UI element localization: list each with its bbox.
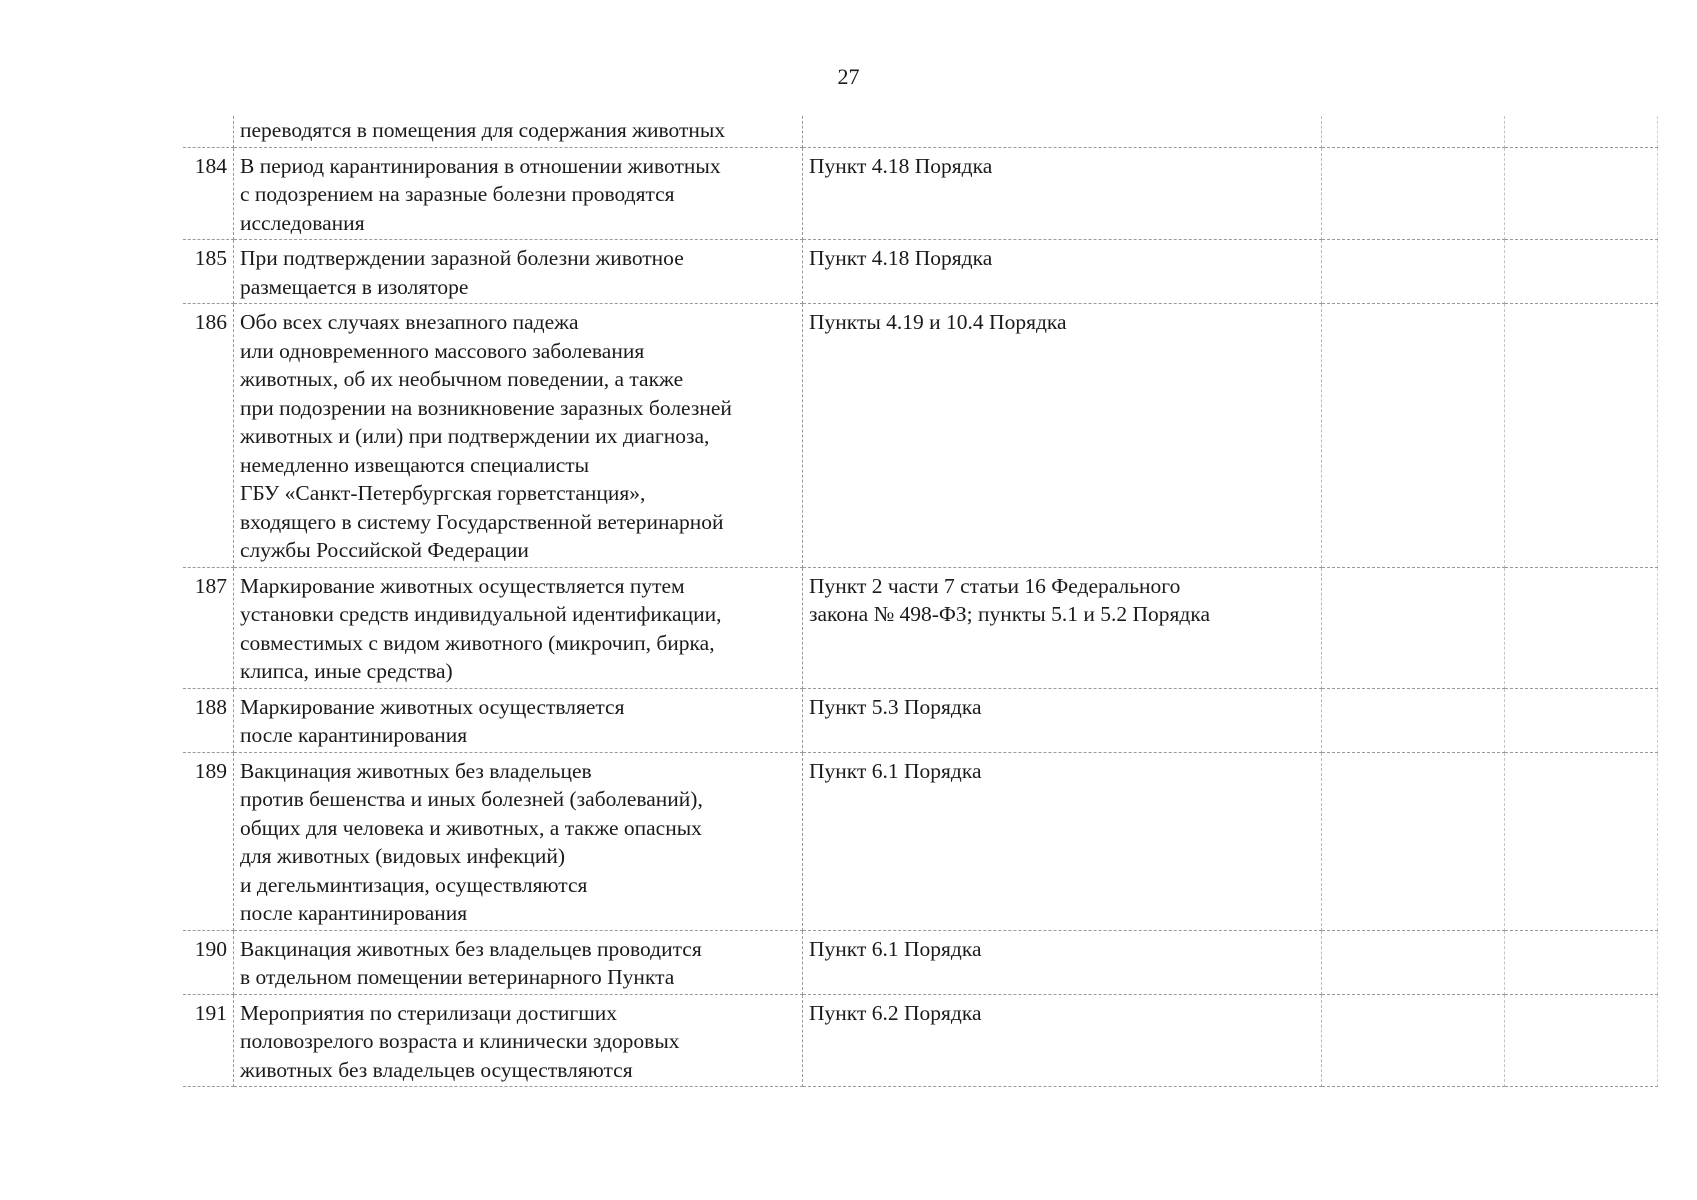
reference-cell — [803, 304, 1322, 568]
requirements-table — [183, 116, 1658, 1087]
empty-cell — [1505, 567, 1658, 688]
empty-cell — [1322, 752, 1505, 930]
table-row — [183, 688, 1658, 752]
requirement-cell — [234, 240, 803, 304]
requirement-line: ГБУ «Санкт-Петербургская горветстанция», — [240, 481, 646, 505]
requirement-cell — [234, 147, 803, 240]
requirement-line: немедленно извещаются специалисты — [240, 452, 590, 477]
empty-cell — [1505, 994, 1658, 1087]
requirement-line: При подтверждении заразной болезни животное — [240, 246, 684, 270]
reference-line: Пункт 2 части 7 статьи 16 Федерального — [809, 573, 1181, 598]
empty-cell — [1505, 688, 1658, 752]
reference-cell — [803, 994, 1322, 1087]
empty-cell — [1322, 240, 1505, 304]
requirement-line: Мероприятия по стерилизаци достигших — [240, 1000, 618, 1025]
requirement-line: или одновременного массового заболевания — [240, 338, 645, 363]
requirement-line: и дегельминтизация, осуществляются — [240, 872, 588, 897]
requirement-line: Обо всех случаях внезапного падежа — [240, 310, 579, 334]
table-row — [183, 304, 1658, 568]
requirement-line: против бешенства и иных болезней (заболеваний), — [240, 787, 703, 811]
empty-cell — [1505, 147, 1658, 240]
requirement-cell — [234, 688, 803, 752]
requirement-line: входящего в систему Государственной ветеринарной — [240, 509, 724, 534]
table-row — [183, 116, 1658, 147]
requirement-line: клипса, иные средства) — [240, 659, 453, 683]
reference-cell — [803, 116, 1322, 147]
reference-line: закона № 498-ФЗ; пункты 5.1 и 5.2 Порядка — [809, 602, 1211, 626]
reference-line: Пункт 6.2 Порядка — [809, 1000, 982, 1025]
reference-cell — [803, 688, 1322, 752]
table-row — [183, 930, 1658, 994]
empty-cell — [1322, 116, 1505, 147]
requirement-line: общих для человека и животных, а также опасных — [240, 815, 702, 840]
empty-cell — [1322, 994, 1505, 1087]
requirement-line: при подозрении на возникновение заразных болезней — [240, 395, 732, 420]
empty-cell — [1322, 147, 1505, 240]
requirement-cell — [234, 116, 803, 147]
empty-cell — [1322, 567, 1505, 688]
row-number: 189 — [183, 752, 234, 930]
row-number — [183, 116, 234, 147]
reference-line: Пункт 5.3 Порядка — [809, 694, 982, 719]
reference-cell — [803, 147, 1322, 240]
requirement-line: Вакцинация животных без владельцев проводится — [240, 936, 702, 961]
empty-cell — [1322, 930, 1505, 994]
empty-cell — [1505, 752, 1658, 930]
requirement-line: службы Российской Федерации — [240, 538, 529, 562]
requirement-line: для животных (видовых инфекций) — [240, 844, 566, 868]
requirement-line: совместимых с видом животного (микрочип, бирка, — [240, 630, 715, 655]
empty-cell — [1322, 688, 1505, 752]
row-number: 190 — [183, 930, 234, 994]
requirement-cell — [234, 304, 803, 568]
requirement-line: установки средств индивидуальной идентификации, — [240, 602, 722, 626]
requirement-line: размещается в изоляторе — [240, 274, 469, 299]
row-number: 184 — [183, 147, 234, 240]
row-number: 186 — [183, 304, 234, 568]
table-body — [183, 116, 1658, 1087]
empty-cell — [1505, 116, 1658, 147]
requirement-line: исследования — [240, 210, 365, 235]
empty-cell — [1505, 240, 1658, 304]
empty-cell — [1505, 304, 1658, 568]
empty-cell — [1505, 930, 1658, 994]
table-row — [183, 567, 1658, 688]
page-number: 27 — [837, 64, 860, 89]
row-number: 185 — [183, 240, 234, 304]
requirement-cell — [234, 752, 803, 930]
requirement-line: половозрелого возраста и клинически здоровых — [240, 1029, 680, 1053]
reference-line: Пункт 4.18 Порядка — [809, 246, 993, 270]
reference-cell — [803, 567, 1322, 688]
empty-cell — [1322, 304, 1505, 568]
requirement-line: Маркирование животных осуществляется — [240, 694, 625, 719]
reference-line: Пункт 6.1 Порядка — [809, 758, 982, 783]
requirement-line: животных без владельцев осуществляются — [240, 1057, 633, 1082]
table-row — [183, 752, 1658, 930]
row-number: 187 — [183, 567, 234, 688]
requirement-line: животных, об их необычном поведении, а также — [240, 367, 684, 391]
row-number: 188 — [183, 688, 234, 752]
reference-cell — [803, 930, 1322, 994]
requirement-line: Маркирование животных осуществляется путем — [240, 573, 685, 598]
reference-line: Пункт 6.1 Порядка — [809, 936, 982, 961]
reference-cell — [803, 752, 1322, 930]
table-row — [183, 147, 1658, 240]
requirement-line: В период карантинирования в отношении животных — [240, 153, 721, 178]
requirement-line: животных и (или) при подтверждении их диагноза, — [240, 424, 710, 448]
requirement-line: переводятся в помещения для содержания животных — [240, 118, 726, 142]
reference-line: Пункты 4.19 и 10.4 Порядка — [809, 310, 1067, 334]
requirement-line: после карантинирования — [240, 901, 468, 925]
requirement-cell — [234, 930, 803, 994]
requirement-cell — [234, 567, 803, 688]
reference-line: Пункт 4.18 Порядка — [809, 153, 993, 178]
requirement-line: в отдельном помещении ветеринарного Пункта — [240, 965, 675, 989]
requirement-line: с подозрением на заразные болезни проводятся — [240, 182, 675, 206]
row-number: 191 — [183, 994, 234, 1087]
requirement-line: после карантинирования — [240, 723, 468, 747]
table-row — [183, 994, 1658, 1087]
requirement-cell — [234, 994, 803, 1087]
reference-cell — [803, 240, 1322, 304]
table-row — [183, 240, 1658, 304]
requirement-line: Вакцинация животных без владельцев — [240, 758, 592, 783]
